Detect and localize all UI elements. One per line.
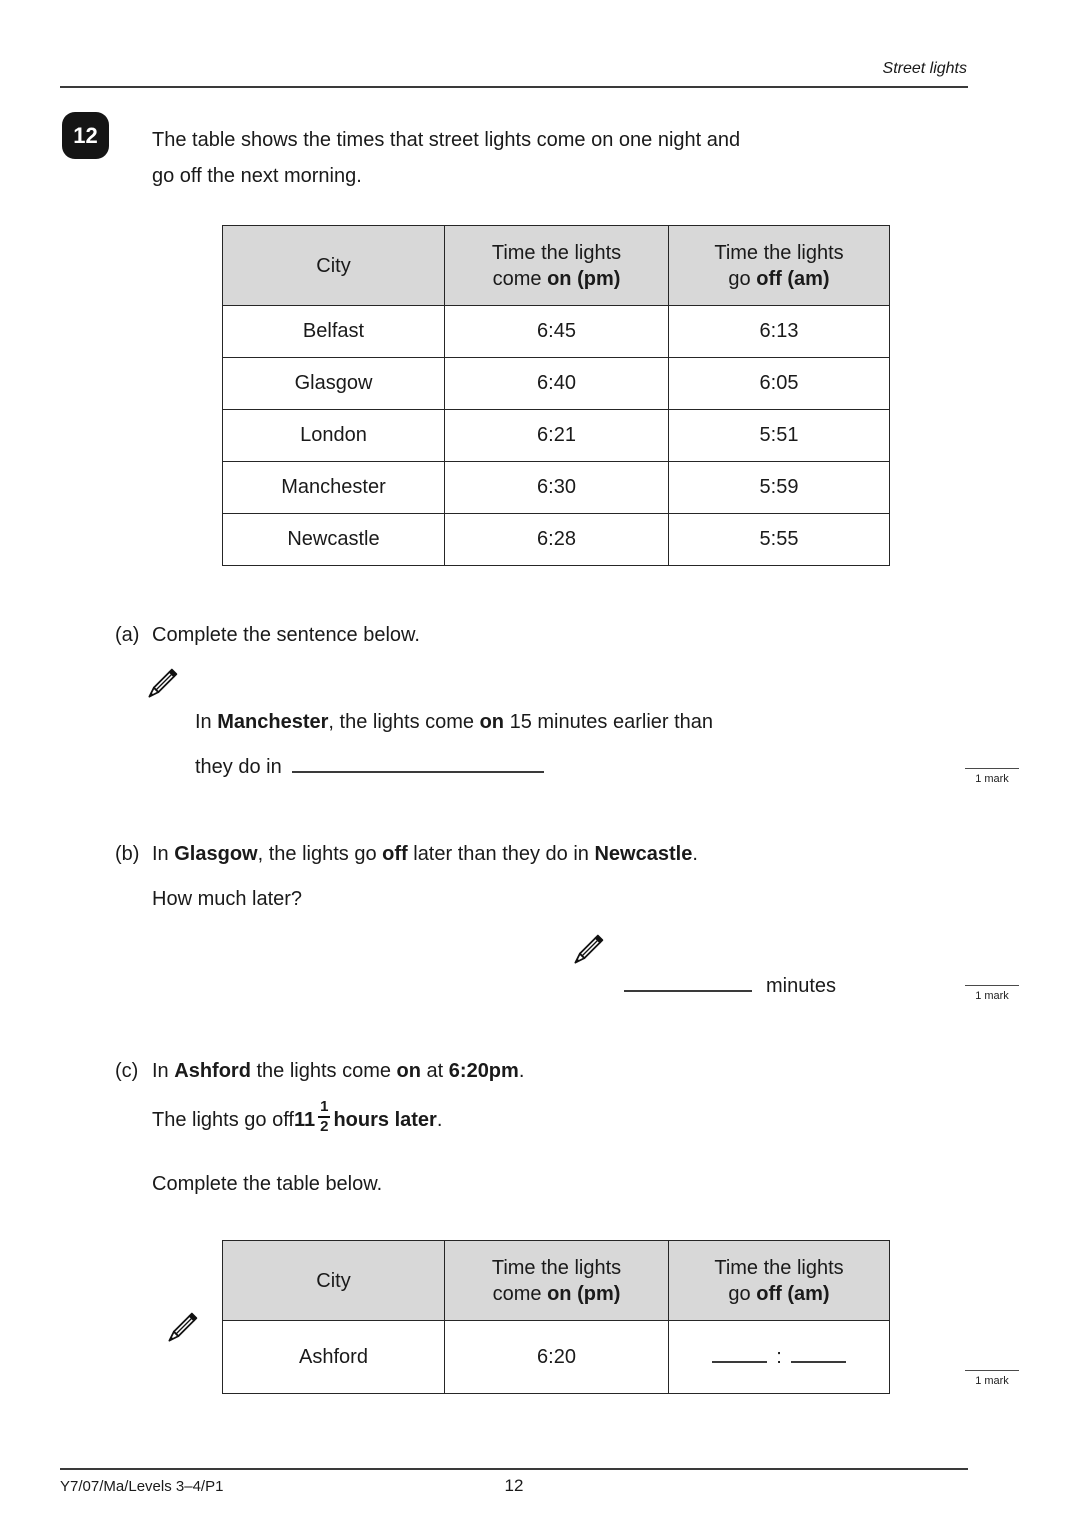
part-a-text: they do in [195, 756, 282, 778]
col-header-on-bold: on (pm) [547, 267, 621, 290]
part-b-sentence [152, 843, 698, 866]
table-row [223, 410, 890, 462]
col-header-off-line1: Time the lights [714, 1256, 844, 1279]
part-b-bold-city2: Newcastle [594, 843, 693, 865]
mark-label: 1 mark [975, 1375, 1009, 1387]
col-header-on-bold: on (pm) [547, 1282, 621, 1305]
pencil-icon [572, 930, 608, 966]
part-c-bold-hours: 11 [293, 1108, 316, 1131]
part-c-bold-on: on [396, 1060, 421, 1082]
cell-time-on: 6:28 [445, 514, 669, 566]
part-b-question: How much later? [152, 888, 303, 910]
cell-time-off: 5:59 [669, 462, 890, 514]
col-header-on-line2: come [492, 1282, 548, 1305]
part-c-text: The lights go off [152, 1108, 294, 1131]
cell-city: Glasgow [223, 358, 445, 410]
col-header-city [223, 1241, 445, 1321]
part-b-unit-label: minutes [766, 975, 837, 997]
colon-separator: : [776, 1345, 782, 1368]
cell-time-off: 6:13 [669, 306, 890, 358]
part-b-text: later than they do in [407, 843, 595, 865]
table-header-row [223, 226, 890, 306]
cell-city: London [223, 410, 445, 462]
part-c-prompt: Complete the table below. [152, 1173, 383, 1195]
part-c-text: . [518, 1060, 525, 1082]
part-c-bold-time: 6:20pm [448, 1060, 519, 1082]
answer-blank-b[interactable] [624, 978, 752, 992]
pencil-icon [166, 1308, 202, 1344]
part-c-text: . [436, 1108, 443, 1131]
fraction-denominator: 2 [320, 1117, 329, 1135]
cell-time-on: 6:30 [445, 462, 669, 514]
answer-blank-a[interactable] [292, 759, 544, 773]
part-c-label: (c) [115, 1060, 139, 1082]
answer-blank-hour[interactable] [712, 1349, 767, 1363]
col-header-off-line2: go [728, 1282, 757, 1305]
part-c-sentence-line1 [152, 1060, 524, 1083]
answer-cell-time-off[interactable] [669, 1321, 890, 1394]
col-header-off-line2: go [728, 267, 757, 290]
col-header-time-on [445, 1241, 669, 1321]
mark-label: 1 mark [975, 990, 1009, 1002]
col-header-off-line1: Time the lights [714, 241, 844, 264]
col-header-on-line1: Time the lights [491, 241, 622, 264]
part-b-bold-off: off [382, 843, 408, 865]
col-header-time-off [669, 226, 890, 306]
fraction-one-half [318, 1099, 330, 1135]
part-b-answer-line [624, 975, 836, 998]
part-c-text: at [420, 1060, 449, 1082]
part-c-text: the lights come [250, 1060, 397, 1082]
part-a-label: (a) [115, 624, 140, 646]
part-b-label: (b) [115, 843, 140, 865]
col-header-city-label: City [316, 254, 351, 277]
part-b-bold-city: Glasgow [174, 843, 258, 865]
answer-blank-minute[interactable] [791, 1349, 846, 1363]
part-a-text: , the lights come [328, 711, 480, 733]
cell-time-on: 6:40 [445, 358, 669, 410]
intro-line-2: go off the next morning. [152, 165, 362, 187]
part-c-bold-city: Ashford [174, 1060, 251, 1082]
street-lights-table [222, 225, 890, 566]
question-number-badge: 12 [62, 112, 109, 159]
cell-time-on: 6:21 [445, 410, 669, 462]
mark-indicator-c [965, 1370, 1019, 1387]
cell-city: Belfast [223, 306, 445, 358]
intro-line-1: The table shows the times that street lights come on one night and [152, 129, 741, 151]
cell-time-off: 6:05 [669, 358, 890, 410]
part-a-bold-on: on [479, 711, 505, 733]
table-row [223, 514, 890, 566]
part-c-sentence-line2 [152, 1096, 442, 1144]
cell-time-off: 5:55 [669, 514, 890, 566]
cell-city: Ashford [223, 1321, 445, 1394]
mark-indicator-b [965, 985, 1019, 1002]
table-row [223, 1321, 890, 1394]
question-intro [152, 122, 740, 194]
part-a-text: 15 minutes earlier than [504, 711, 714, 733]
table-row [223, 358, 890, 410]
footer-page-number: 12 [504, 1476, 524, 1495]
part-a-prompt: Complete the sentence below. [152, 624, 420, 646]
table-header-row [223, 1241, 890, 1321]
cell-city: Newcastle [223, 514, 445, 566]
part-a-text: In [195, 711, 218, 733]
fraction-numerator: 1 [320, 1098, 329, 1115]
col-header-city [223, 226, 445, 306]
part-a-sentence-line2 [195, 756, 544, 779]
col-header-on-line1: Time the lights [491, 1256, 622, 1279]
ashford-table [222, 1240, 890, 1394]
cell-city: Manchester [223, 462, 445, 514]
part-a-bold-city: Manchester [217, 711, 329, 733]
cell-time-on: 6:45 [445, 306, 669, 358]
cell-time-off: 5:51 [669, 410, 890, 462]
footer-rule [60, 1468, 968, 1470]
part-b-text: . [692, 843, 698, 865]
part-a-sentence-line1 [195, 711, 713, 734]
col-header-on-line2: come [492, 267, 548, 290]
running-header: Street lights [882, 60, 967, 77]
header-rule [60, 86, 968, 88]
mark-indicator-a [965, 768, 1019, 785]
cell-time-on: 6:20 [445, 1321, 669, 1394]
col-header-time-off [669, 1241, 890, 1321]
table-row [223, 306, 890, 358]
part-c-bold-hours-later: hours later [333, 1108, 437, 1131]
mark-label: 1 mark [975, 773, 1009, 785]
col-header-time-on [445, 226, 669, 306]
footer-reference: Y7/07/Ma/Levels 3–4/P1 [60, 1478, 224, 1495]
col-header-off-bold: off (am) [756, 267, 830, 290]
col-header-city-label: City [316, 1269, 351, 1292]
part-b-text: , the lights go [257, 843, 383, 865]
part-c-text: In [152, 1060, 175, 1082]
table-row [223, 462, 890, 514]
pencil-icon [146, 664, 182, 700]
part-b-text: In [152, 843, 175, 865]
col-header-off-bold: off (am) [756, 1282, 830, 1305]
